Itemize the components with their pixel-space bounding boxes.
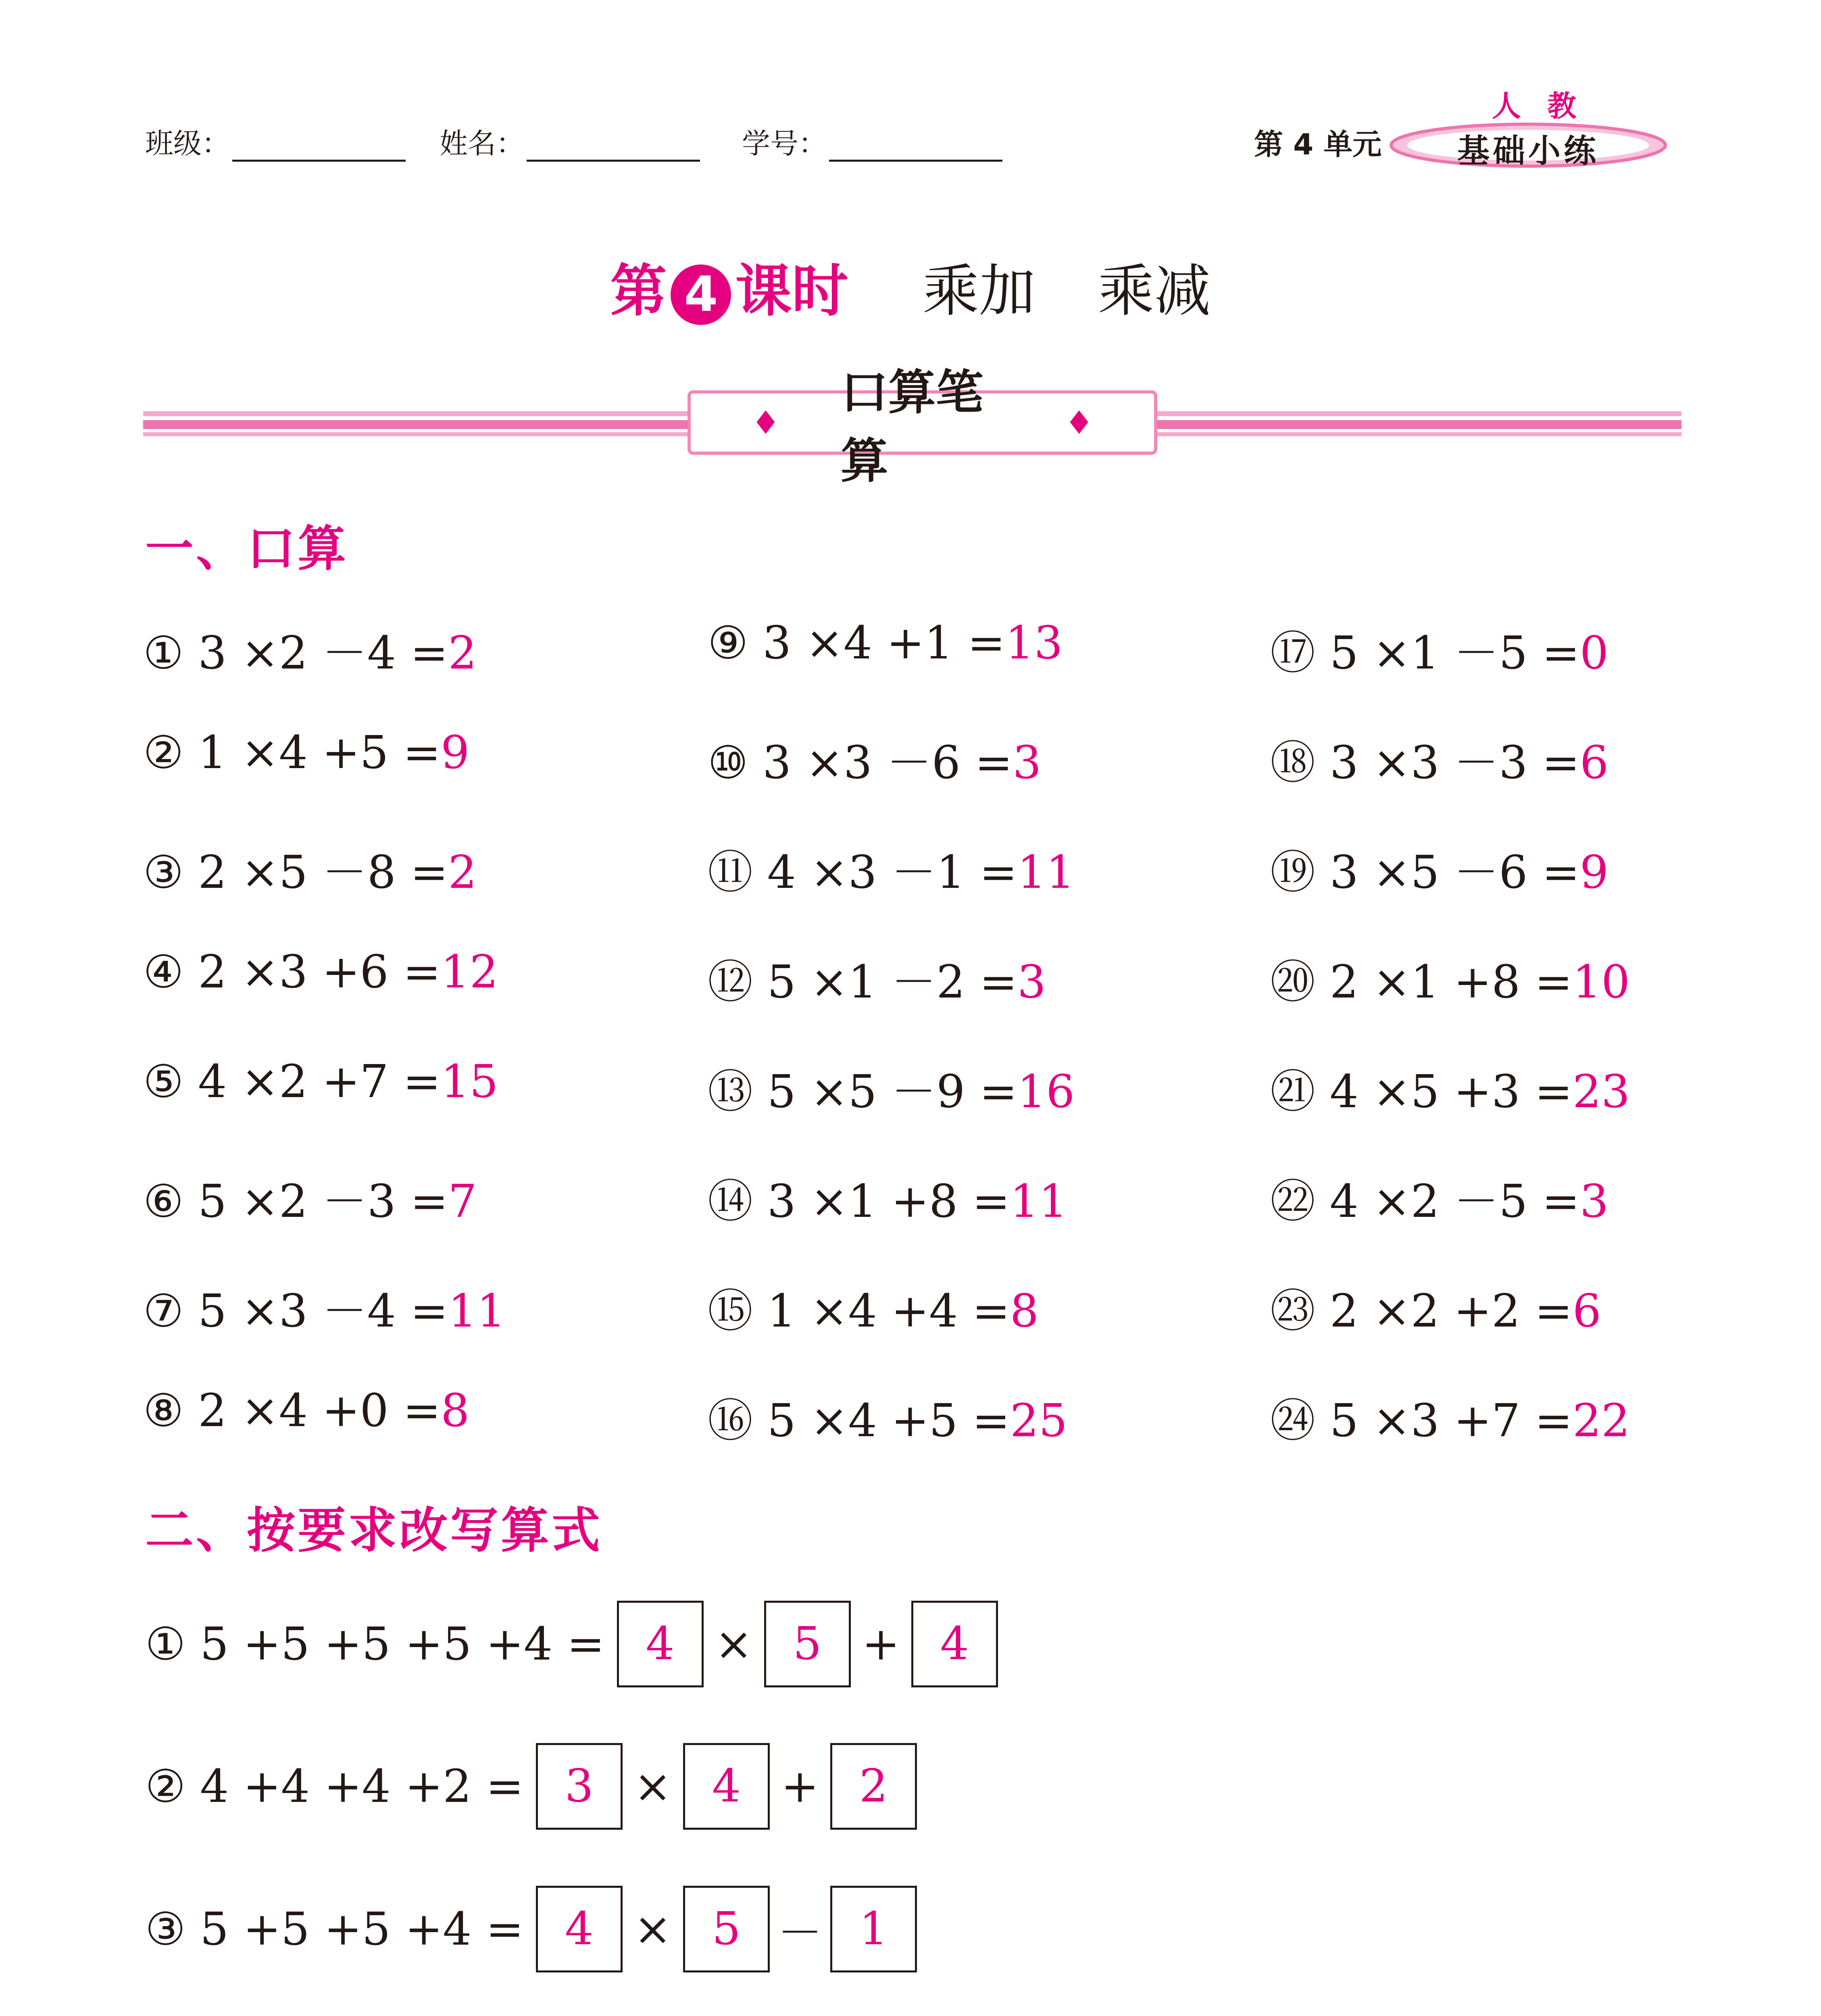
lesson-title (0, 246, 1821, 327)
diamond-left-icon: ♦ (751, 404, 780, 442)
answer: 6 (1579, 737, 1609, 789)
lesson-number: 4 (671, 264, 731, 325)
answer: 7 (448, 1175, 477, 1228)
answer-box[interactable]: 4 (536, 1886, 623, 1972)
rewrite-row: ③ 5 +5 +5 +4 = 4 × 5 － 1 (145, 1884, 917, 1974)
oral-item: ㉑ 4 ×5 +3 =23 (1270, 1066, 1630, 1118)
answer: 12 (441, 946, 498, 998)
oral-item: ⑨ 3 ×4 +1 =13 (708, 617, 1063, 669)
answer: 11 (1010, 1175, 1068, 1228)
oral-item: ④ 2 ×3 +6 =12 (143, 946, 498, 998)
oral-item: ⑳ 2 ×1 +8 =10 (1270, 956, 1630, 1008)
oral-item: ③ 2 ×5 －8 =2 (143, 846, 477, 899)
answer-box[interactable]: 5 (764, 1601, 851, 1687)
oral-item: ⑥ 5 ×2 －3 =7 (143, 1175, 477, 1228)
answer: 9 (441, 727, 470, 779)
oral-item: ㉒ 4 ×2 －5 =3 (1270, 1175, 1609, 1228)
oral-item: ⑭ 3 ×1 +8 =11 (708, 1175, 1068, 1228)
oral-item: ⑩ 3 ×3 －6 =3 (708, 737, 1042, 789)
oral-item: ⑪ 4 ×3 －1 =11 (708, 846, 1075, 899)
lesson-prefix: 第 (610, 258, 667, 324)
answer: 2 (448, 846, 477, 899)
answer-box[interactable]: 1 (830, 1886, 917, 1972)
banner-label: 口算笔算 (840, 364, 983, 489)
diamond-right-icon: ♦ (1065, 404, 1094, 442)
number-label: 学号： (742, 127, 827, 160)
oral-item: ⑫ 5 ×1 －2 =3 (708, 956, 1046, 1008)
class-label: 班级： (145, 127, 230, 160)
answer: 11 (448, 1285, 506, 1337)
number-field (742, 121, 1002, 162)
answer: 13 (1005, 617, 1063, 669)
answer: 22 (1572, 1395, 1630, 1447)
name-field (440, 121, 700, 162)
answer-box[interactable]: 3 (536, 1743, 623, 1830)
answer-box[interactable]: 2 (830, 1743, 917, 1830)
answer-box[interactable]: 5 (683, 1886, 770, 1972)
answer-box[interactable]: 4 (911, 1601, 998, 1687)
oral-item: ㉔ 5 ×3 +7 =22 (1270, 1395, 1630, 1447)
answer: 11 (1017, 846, 1075, 899)
answer: 15 (441, 1056, 498, 1108)
name-blank[interactable] (527, 135, 700, 162)
oral-item: ⑬ 5 ×5 －9 =16 (708, 1066, 1075, 1118)
answer: 0 (1579, 627, 1609, 679)
answer: 6 (1572, 1285, 1601, 1337)
lesson-suffix: 课时 (735, 258, 848, 324)
lesson-topic-2: 乘减 (1098, 258, 1211, 324)
rewrite-row: ② 4 +4 +4 +2 = 3 × 4 + 2 (145, 1741, 917, 1832)
edition-label: 人 教 (1492, 89, 1585, 123)
oral-item: ⑰ 5 ×1 －5 =0 (1270, 627, 1609, 679)
lesson-topic-1: 乘加 (923, 258, 1036, 324)
series-name: 基础小练 (1457, 132, 1599, 170)
series-logo (1387, 117, 1669, 169)
oral-item: ⑯ 5 ×4 +5 =25 (708, 1395, 1068, 1447)
answer: 9 (1579, 846, 1609, 899)
answer: 3 (1013, 737, 1042, 789)
answer-box[interactable]: 4 (617, 1601, 704, 1687)
unit-label: 第 4 单元 (1254, 127, 1382, 161)
answer: 16 (1017, 1066, 1075, 1118)
oral-item: ⑤ 4 ×2 +7 =15 (143, 1056, 498, 1108)
answer: 10 (1572, 956, 1630, 1008)
oral-item: ㉓ 2 ×2 +2 =6 (1270, 1285, 1601, 1337)
number-blank[interactable] (829, 135, 1002, 162)
section-banner (688, 364, 1157, 489)
rewrite-row: ① 5 +5 +5 +5 +4 = 4 × 5 + 4 (145, 1599, 998, 1689)
answer: 2 (448, 627, 477, 679)
name-label: 姓名： (440, 127, 524, 160)
answer: 3 (1017, 956, 1046, 1008)
answer-box[interactable]: 4 (683, 1743, 770, 1830)
oral-item: ⑱ 3 ×3 －3 =6 (1270, 737, 1609, 789)
oral-item: ② 1 ×4 +5 =9 (143, 727, 470, 779)
answer: 25 (1010, 1395, 1068, 1447)
class-blank[interactable] (232, 135, 406, 162)
section-1-heading: 一、口算 (145, 521, 348, 577)
oral-item: ⑮ 1 ×4 +4 =8 (708, 1285, 1039, 1337)
oral-item: ① 3 ×2 －4 =2 (143, 627, 477, 679)
answer: 8 (1010, 1285, 1039, 1337)
oral-item: ⑧ 2 ×4 +0 =8 (143, 1385, 470, 1437)
oral-item: ⑲ 3 ×5 －6 =9 (1270, 846, 1609, 899)
oral-item: ⑦ 5 ×3 －4 =11 (143, 1285, 506, 1337)
class-field (145, 121, 406, 162)
answer: 23 (1572, 1066, 1630, 1118)
answer: 3 (1579, 1175, 1609, 1228)
answer: 8 (441, 1385, 470, 1437)
section-2-heading: 二、按要求改写算式 (145, 1503, 602, 1559)
